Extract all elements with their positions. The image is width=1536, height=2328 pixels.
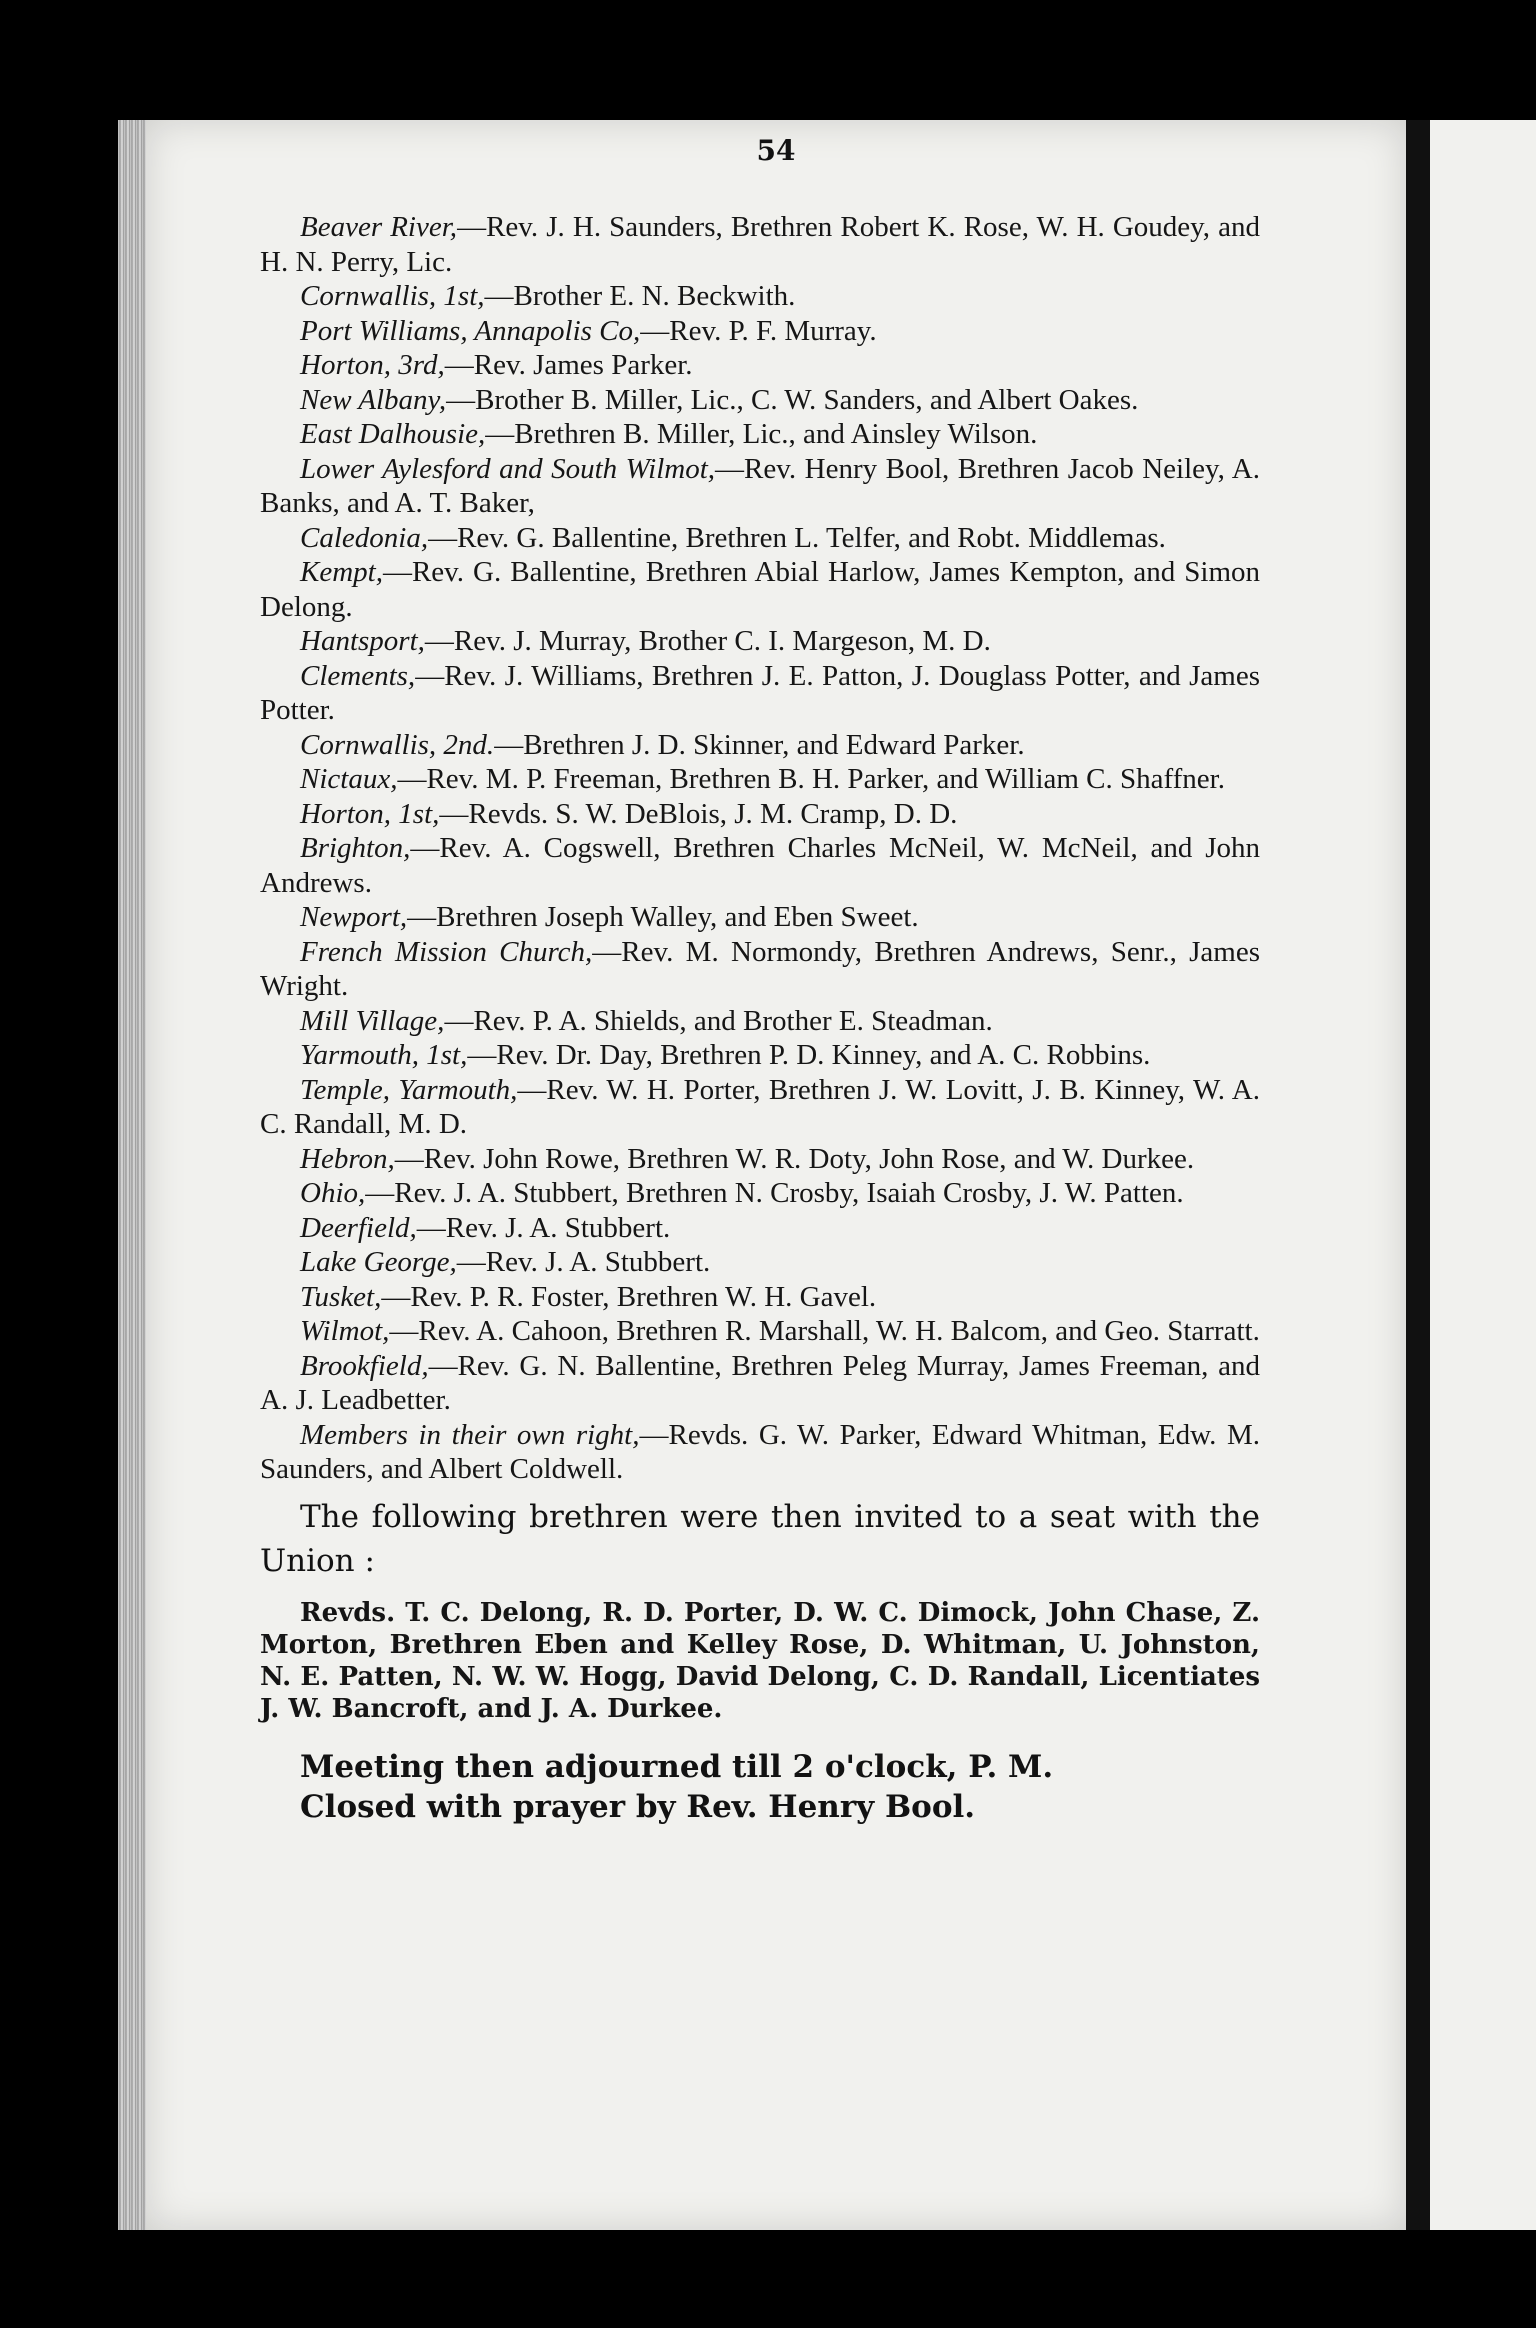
delegate-entry (260, 1038, 1260, 1073)
church-name: Nictaux, (300, 763, 398, 795)
delegates: —Rev. John Rowe, Brethren W. R. Doty, John Rose, and W. Durkee. (394, 1142, 1195, 1175)
book-page-edges (118, 120, 148, 2230)
page-body (260, 210, 1260, 1827)
delegates: —Rev. M. Normondy, Brethren Andrews, Senr., James Wright. (260, 935, 1260, 1002)
delegates: —Rev. Dr. Day, Brethren P. D. Kinney, and A. C. Robbins. (467, 1039, 1151, 1071)
church-name: Newport, (300, 901, 408, 933)
adjournment-line: Meeting then adjourned till 2 o'clock, P. M. (300, 1748, 1054, 1785)
church-name: French Mission Church, (300, 935, 593, 968)
delegates: —Revds. G. W. Parker, Edward Whitman, Edw. M. Saunders, and Albert Coldwell. (260, 1418, 1260, 1485)
church-name: Beaver River, (300, 211, 458, 243)
delegate-entry (260, 314, 1260, 349)
delegates: —Rev. J. A. Stubbert, Brethren N. Crosby, Isaiah Crosby, J. W. Patten. (365, 1177, 1184, 1209)
church-name: Port Williams, Annapolis Co, (300, 314, 641, 347)
church-name: Tusket, (300, 1280, 382, 1313)
delegates: —Rev. J. Williams, Brethren J. E. Patton, J. Douglass Potter, and James Potter. (260, 659, 1260, 726)
church-name: East Dalhousie, (300, 418, 486, 450)
church-name: Caledonia, (300, 521, 429, 554)
delegate-entry (260, 1142, 1260, 1177)
delegates: —Brethren J. D. Skinner, and Edward Parker. (494, 728, 1025, 761)
delegate-entry (260, 728, 1260, 763)
delegate-entry (260, 797, 1260, 832)
delegates: —Rev. G. N. Ballentine, Brethren Peleg Murray, James Freeman, and A. J. Leadbetter. (260, 1349, 1260, 1416)
delegate-entry (260, 900, 1260, 935)
delegate-entry (260, 1418, 1260, 1487)
delegates: —Rev. P. F. Murray. (640, 314, 877, 347)
delegate-entry (260, 348, 1260, 383)
church-name: Deerfield, (300, 1211, 417, 1244)
delegate-entry (260, 1280, 1260, 1315)
church-name: Horton, 1st, (300, 797, 440, 830)
church-name: Brookfield, (300, 1349, 429, 1382)
church-name: Horton, 3rd, (300, 349, 445, 381)
church-name: Cornwallis, 2nd. (300, 728, 495, 761)
church-name: Kempt, (300, 556, 383, 588)
delegates: —Rev. Henry Bool, Brethren Jacob Neiley, A. Banks, and A. T. Baker, (260, 452, 1260, 519)
delegates: —Brother E. N. Beckwith. (484, 280, 796, 312)
delegate-entry (260, 1349, 1260, 1418)
delegates: —Brethren Joseph Walley, and Eben Sweet. (407, 901, 919, 933)
delegate-entry (260, 1176, 1260, 1211)
church-name: Clements, (300, 659, 416, 692)
delegate-entry (260, 452, 1260, 521)
page-number: 54 (756, 134, 796, 167)
delegate-entry (260, 762, 1260, 797)
delegate-entry (260, 383, 1260, 418)
delegates: —Rev. A. Cogswell, Brethren Charles McNeil, W. McNeil, and John Andrews. (260, 832, 1260, 899)
delegate-entry (260, 1314, 1260, 1349)
adjacent-page-edge (1430, 120, 1536, 2230)
closing-notes (260, 1747, 1260, 1827)
church-name: Cornwallis, 1st, (300, 280, 485, 312)
church-name: Mill Village, (300, 1004, 445, 1037)
delegates: —Rev. P. R. Foster, Brethren W. H. Gavel. (381, 1280, 877, 1313)
delegates: —Rev. G. Ballentine, Brethren Abial Harlow, James Kempton, and Simon Delong. (260, 556, 1260, 623)
delegate-entry (260, 831, 1260, 900)
delegate-entry (260, 210, 1260, 279)
delegates: —Rev. P. A. Shields, and Brother E. Steadman. (444, 1004, 993, 1037)
delegate-entry (260, 1211, 1260, 1246)
church-name: Temple, Yarmouth, (300, 1073, 518, 1106)
delegates: —Rev. M. P. Freeman, Brethren B. H. Parker, and William C. Shaffner. (397, 763, 1225, 795)
book-page (146, 120, 1406, 2230)
delegates: —Rev. James Parker. (444, 349, 693, 381)
church-name: Yarmouth, 1st, (300, 1039, 468, 1071)
church-name: Hantsport, (300, 625, 425, 657)
church-name: Brighton, (300, 832, 411, 864)
delegates: —Rev. G. Ballentine, Brethren L. Telfer, and Robt. Middlemas. (428, 521, 1166, 554)
delegates: —Revds. S. W. DeBlois, J. M. Cramp, D. D. (439, 797, 958, 830)
delegate-entry (260, 1004, 1260, 1039)
delegates: —Rev. J. A. Stubbert. (416, 1211, 671, 1244)
delegate-entry (260, 1073, 1260, 1142)
delegate-entry (260, 279, 1260, 314)
delegate-entry (260, 521, 1260, 556)
delegate-entry (260, 1245, 1260, 1280)
delegates: —Rev. J. H. Saunders, Brethren Robert K. Rose, W. H. Goudey, and H. N. Perry, Lic. (260, 211, 1261, 278)
delegate-entry (260, 624, 1260, 659)
church-name: New Albany, (300, 383, 447, 416)
delegates: —Rev. J. Murray, Brother C. I. Margeson, M. D. (424, 625, 991, 657)
church-name: Lake George, (300, 1246, 457, 1278)
delegates: —Brethren B. Miller, Lic., and Ainsley Wilson. (485, 418, 1038, 450)
delegate-entry (260, 555, 1260, 624)
delegate-entry (260, 659, 1260, 728)
book-gutter (1406, 120, 1430, 2230)
delegates: —Rev. J. A. Stubbert. (456, 1246, 711, 1278)
delegate-entry (260, 935, 1260, 1004)
church-name: Members in their own right, (300, 1418, 640, 1451)
delegates: —Rev. W. H. Porter, Brethren J. W. Lovitt, J. B. Kinney, W. A. C. Randall, M. D. (260, 1073, 1260, 1140)
delegate-list (260, 210, 1260, 1487)
delegates: —Rev. A. Cahoon, Brethren R. Marshall, W. H. Balcom, and Geo. Starratt. (389, 1315, 1260, 1347)
delegate-entry (260, 417, 1260, 452)
delegates: —Brother B. Miller, Lic., C. W. Sanders, and Albert Oakes. (446, 383, 1139, 416)
church-name: Hebron, (300, 1142, 395, 1175)
church-name: Wilmot, (300, 1315, 390, 1347)
church-name: Ohio, (300, 1177, 366, 1209)
prayer-line: Closed with prayer by Rev. Henry Bool. (300, 1788, 976, 1825)
invited-heading: The following brethren were then invited to a seat with the Union : (260, 1498, 1260, 1579)
church-name: Lower Aylesford and South Wilmot, (300, 452, 716, 485)
invited-list: Revds. T. C. Delong, R. D. Porter, D. W. C. Dimock, John Chase, Z. Morton, Brethren Eben and Kelley Rose, D. Whitman, U. Johnston, N. E. Patten, N. W. W. Hogg, David Delong, C. D. Randall, Licentiates J. W. Bancroft, and J. A. Durkee. (260, 1597, 1260, 1724)
